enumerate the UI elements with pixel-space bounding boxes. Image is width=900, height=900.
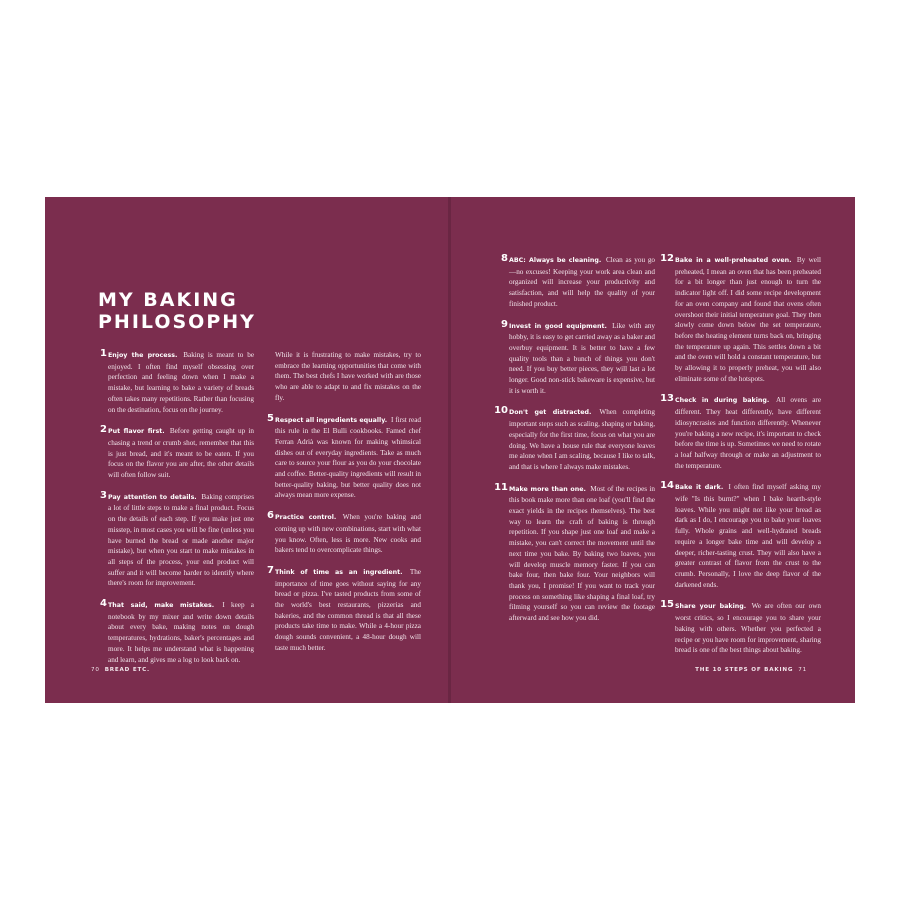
list-item: [494, 405, 655, 472]
item-number: 9: [501, 318, 508, 330]
item-number: 12: [660, 253, 674, 264]
left-page: [45, 197, 448, 703]
item-number: 11: [494, 481, 508, 493]
page-number: 71: [798, 667, 807, 673]
right-folio: [695, 667, 807, 673]
item-heading: Put flavor first.: [108, 428, 165, 436]
left-column-1: [100, 348, 255, 676]
right-page: [451, 197, 855, 703]
item-number: 8: [501, 253, 508, 264]
item-heading: Pay attention to details.: [108, 493, 197, 501]
list-item: [494, 481, 655, 624]
item-heading: Don't get distracted.: [509, 409, 592, 417]
item-heading: Share your baking.: [675, 603, 747, 611]
item-text: All ovens are different. They heat differently, have different idiosyncrasies and function differently. Whenever you're baking a new recipe, it's important to check before the time is up. Sometimes we need to rotate a loaf halfway through or make an adjustment to the temperature.: [675, 396, 822, 470]
list-item: [501, 318, 656, 397]
title-line-1: MY BAKING: [98, 289, 238, 311]
item-text: Clean as you go—no excuses! Keeping your work area clean and organized will increase your productivity and satisfaction, and will help the quality of your finished product.: [509, 256, 656, 308]
item-heading: That said, make mistakes.: [108, 602, 215, 610]
page-number: 70: [91, 667, 100, 673]
item-text: We are often our own worst critics, so I encourage you to share your baking with others. Whether you perfected a recipe or you have room for improvement, sharing bread is one of the best things about baking.: [675, 602, 821, 655]
title-line-2: PHILOSOPHY: [98, 311, 256, 333]
item-text: Before getting caught up in chasing a trend or crumb shot, remember that this is just bread, and it's meant to be eaten. If you focus on the flavor you are after, the other details will often follow suit.: [108, 427, 254, 480]
item-number: 2: [100, 424, 107, 436]
item-heading: Make more than one.: [509, 485, 586, 493]
item-text: By well preheated, I mean an oven that has been preheated for a bit longer than just enough to turn the indicator light off. I did some recipe development for an oven company and found that ovens often overshoot their initial temperature goal. They then slowly come down below the set temperature, before the heating element turns back on, bringing the temperature up again. This settles down a bit and the oven will hold a constant temperature, but by allowing it to properly preheat, you will also eliminate some of the hotspots.: [675, 256, 821, 383]
item-heading: Respect all ingredients equally.: [275, 416, 388, 424]
item-heading: Practice control.: [275, 514, 337, 522]
item-heading: Think of time as an ingredient.: [275, 568, 403, 576]
list-item: [660, 393, 822, 471]
list-item: [100, 598, 254, 665]
right-column-2: [660, 253, 822, 667]
item-heading: Invest in good equipment.: [509, 322, 607, 330]
list-item: [660, 253, 821, 384]
item-heading: Bake it dark.: [675, 484, 724, 492]
running-head: THE 10 STEPS OF BAKING: [695, 667, 794, 673]
item-number: 3: [100, 489, 107, 501]
running-head: BREAD ETC.: [104, 667, 150, 673]
item-number: 1: [100, 348, 107, 359]
list-item: [660, 599, 821, 656]
item-text: I often find myself asking my wife "Is this burnt?" when I bake hearth-style loaves. While you might not like your bread as dark as I do, I encourage you to bake your loaves fully. Whole grains and well-hydrated breads require a longer bake time and will develop a deeper, richer-tasting crust. They will also have a greater contrast of flavor from the crust to the crumb. Personally, I love the deep flavor of the darkened ends.: [675, 483, 821, 589]
item-text: When you're baking and coming up with new combinations, start with what you know. Often, less is more. New cooks and bakers tend to overcomplicate things.: [275, 513, 421, 555]
item-number: 5: [267, 412, 274, 424]
item-text: When completing important steps such as scaling, shaping or baking, especially for the first time, focus on what you are doing. We have a house rule that everyone leaves me alone when I am scaling, because I like to talk, and that is where I always make mistakes.: [509, 408, 655, 471]
list-item: [100, 348, 255, 415]
item-number: 4: [100, 598, 107, 610]
item-number: 6: [267, 510, 274, 522]
list-item: [267, 412, 421, 502]
item-number: 10: [494, 405, 508, 417]
item-heading: Enjoy the process.: [108, 352, 178, 359]
right-column-1: [494, 253, 656, 635]
list-item: [100, 424, 254, 481]
item-text: The importance of time goes without saying for any bread or pizza. I've tasted products from some of the world's best restaurants, pizzerias and bakeries, and the common thread is that all these products take time to make. While a 4-hour pizza dough sounds convenient, a 48-hour dough will taste much better.: [275, 567, 421, 652]
item-text: I keep a notebook by my mixer and write down details about every bake, making notes on dough temperatures, hydrations, baker's percentages and more. It helps me understand what is happening and learn, and gives me a log to look back on.: [108, 601, 254, 664]
item-text: Baking comprises a lot of little steps to make a final product. Focus on the details of each step. If you make just one misstep, in most cases you will be fine (unless you have burned the bread or made another major mistake), but when you start to make mistakes in all steps of the process, your end product will suffer and it will become harder to identify where there's room for improvement.: [108, 492, 255, 588]
item-number: 7: [267, 564, 274, 576]
left-folio: [91, 667, 150, 673]
list-item: [267, 564, 421, 654]
item-number: 14: [660, 480, 674, 492]
list-item: [660, 480, 821, 590]
left-column-2: [267, 350, 421, 665]
list-item: [501, 253, 656, 310]
item-text: Most of the recipes in this book make more than one loaf (you'll find the exact yields in the recipes themselves). The best way to learn the craft of baking is through repetition. If you shape just one loaf and make a mistake, you can't correct the movement until the next time you bake. By baking two loaves, you will develop muscle memory faster. If you can bake four, then bake four. Your neighbors will thank you, I promise! If you want to track your process on something like shaping a final loaf, try filming yourself so you can review the footage afterward and see how you did.: [509, 484, 655, 623]
item-number: 15: [660, 599, 674, 611]
item-text: Baking is meant to be enjoyed. I often find myself obsessing over perfection and feeling down when I make a mistake, but learning to bake a variety of breads often takes many repetitions. Rather than focusing on the destination, focus on the journey.: [108, 351, 255, 414]
list-item: [100, 489, 255, 589]
item-text: I first read this rule in the El Bulli cookbooks. Famed chef Ferran Adrià was known for making whimsical dishes out of everyday ingredients. Take as much care to source your flour as you do your chocolate and coffee. Better-quality ingredients will result in better-quality baking, but better quality does not always mean more expense.: [275, 415, 421, 500]
list-item: [267, 510, 421, 556]
item-heading: Bake in a well-preheated oven.: [675, 257, 792, 264]
item-heading: Check in during baking.: [675, 397, 770, 405]
item-heading: ABC: Always be cleaning.: [509, 257, 602, 264]
item-continuation: While it is frustrating to make mistakes, try to embrace the learning opportunities that come with them. The best chefs I have worked with are those who are able to adapt to and fix mistakes on the fly.: [275, 351, 421, 402]
item-number: 13: [660, 393, 674, 405]
page-title: [98, 289, 256, 333]
item-text: Like with any hobby, it is easy to get carried away as a baker and overbuy equipment. It is better to have a few quality tools than a bunch of things you don't need. If you buy better pieces, they will last a lot longer. Good non-stick bakeware is expensive, but it is worth it.: [509, 321, 656, 395]
